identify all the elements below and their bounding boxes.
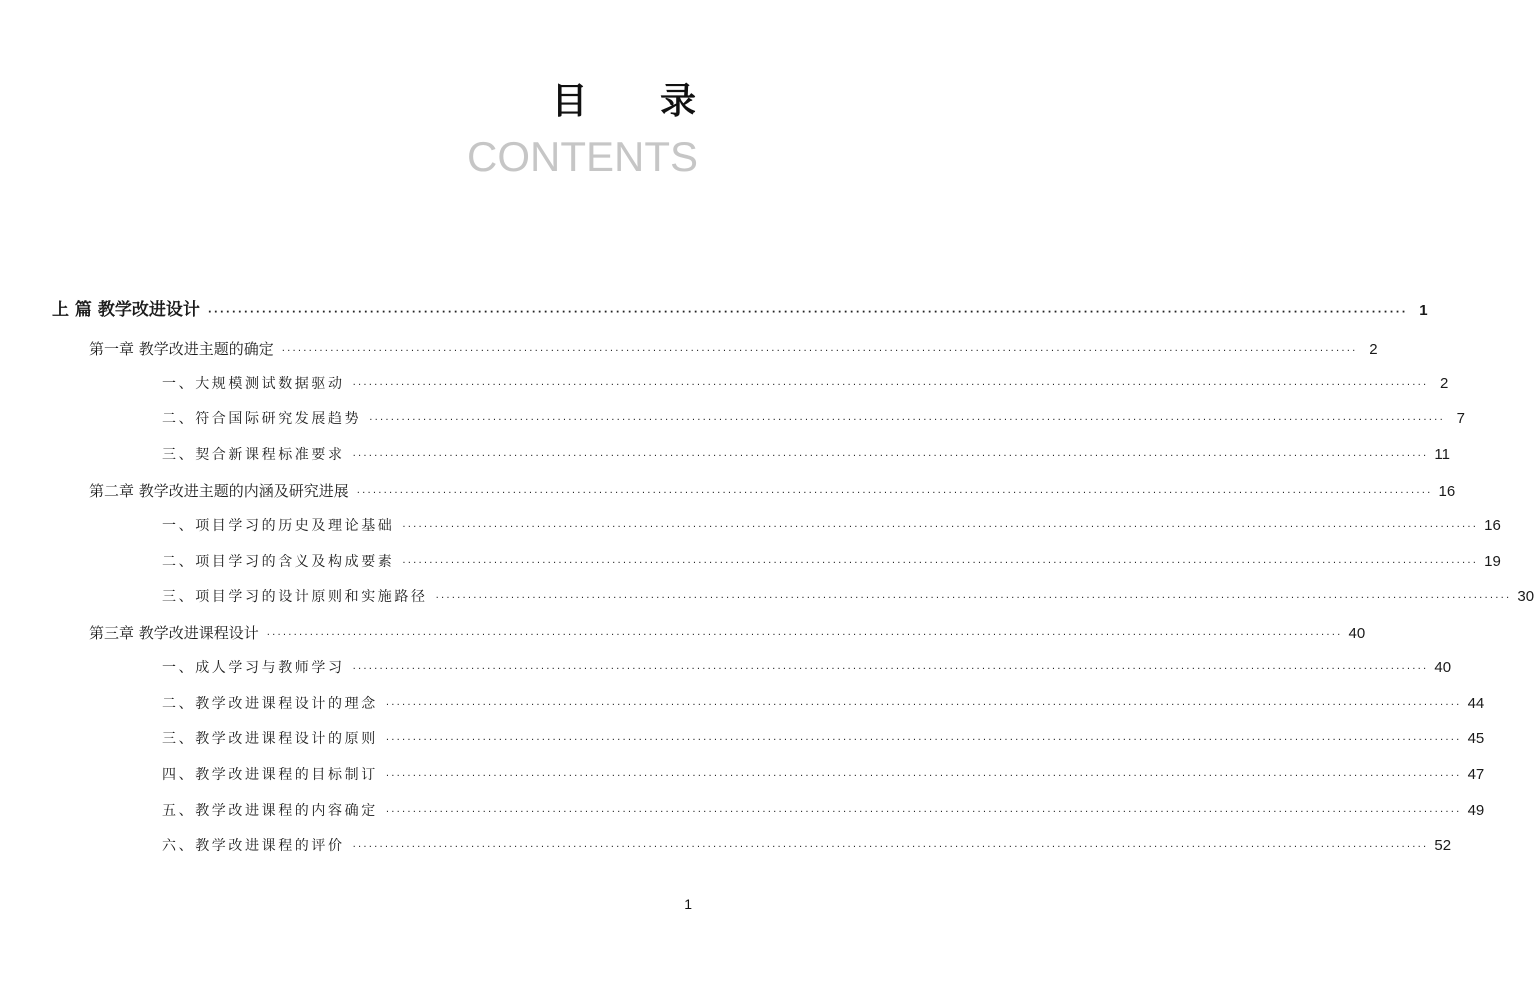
toc-section-label: 二、项目学习的含义及构成要素 [162,554,395,570]
toc-page-number: 52 [1434,837,1452,854]
toc-page-number: 19 [1484,553,1501,570]
leader-dots: ········································································································································································································ [281,346,1358,357]
toc-section-label: 二、符合国际研究发展趋势 [162,411,362,427]
toc-section[interactable] [162,798,1485,824]
leader-dots: ········································································································································································································ [369,415,1445,426]
toc-page-number: 1 [1419,302,1428,319]
leader-dots: ········································································································································································································ [435,593,1512,604]
toc-section-label: 三、项目学习的设计原则和实施路径 [162,589,428,605]
toc-section-label: 一、项目学习的历史及理论基础 [162,518,395,534]
toc-section[interactable] [162,549,1501,575]
leader-dots: ········································································································································································································ [385,771,1462,782]
leader-dots: ········································································································································································································ [352,842,1429,853]
toc-section[interactable] [162,691,1485,717]
toc-section[interactable] [162,762,1485,788]
footer-page-number: 1 [684,896,692,912]
toc-section[interactable] [162,371,1449,397]
leader-dots: ········································································································································································································ [385,807,1462,818]
toc-chapter-label: 第一章 教学改进主题的确定 [89,340,274,358]
toc-section[interactable] [162,833,1452,859]
toc-section-label: 一、大规模测试数据驱动 [162,376,345,392]
toc-page-number: 49 [1467,802,1485,819]
leader-dots: ········································································································································································································ [402,522,1479,533]
toc-page-number: 40 [1348,625,1366,642]
toc-chapter[interactable] [89,620,1366,646]
toc-chapter[interactable] [89,478,1456,504]
toc-section[interactable] [162,655,1452,681]
toc-part[interactable] [52,297,1428,323]
leader-dots: ········································································································································································································ [402,558,1479,569]
toc-part-label: 上 篇 教学改进设计 [52,300,200,320]
toc-chapter-label: 第二章 教学改进主题的内涵及研究进展 [89,482,349,500]
toc-section-label: 四、教学改进课程的目标制订 [162,767,378,783]
toc-page-number: 30 [1517,588,1534,605]
toc-page-number: 16 [1484,517,1501,534]
toc-section-label: 六、教学改进课程的评价 [162,838,345,854]
toc-section-label: 三、契合新课程标准要求 [162,447,345,463]
toc-page-number: 47 [1467,766,1485,783]
toc-page-number: 11 [1434,446,1450,463]
toc-section-label: 三、教学改进课程设计的原则 [162,731,378,747]
toc-section[interactable] [162,726,1485,752]
toc-page-number: 2 [1369,341,1378,358]
toc-section-label: 五、教学改进课程的内容确定 [162,803,378,819]
leader-dots: ········································································································································································································ [356,488,1433,499]
toc-chapter[interactable] [89,336,1378,362]
toc-section-label: 一、成人学习与教师学习 [162,660,345,676]
toc-section[interactable] [162,584,1534,610]
leader-dots: ········································································································································································································ [207,307,1408,318]
toc-section[interactable] [162,442,1450,468]
toc-section-label: 二、教学改进课程设计的理念 [162,696,378,712]
page-title: 目 录 [551,81,726,122]
toc-page-number: 40 [1434,659,1452,676]
leader-dots: ········································································································································································································ [385,700,1462,711]
toc-chapter-label: 第三章 教学改进课程设计 [89,624,259,642]
toc-page-number: 2 [1440,375,1449,392]
toc-page-number: 16 [1438,483,1456,500]
leader-dots: ········································································································································································································ [266,630,1343,641]
leader-dots: ········································································································································································································ [352,664,1429,675]
toc-section[interactable] [162,406,1465,432]
toc-page-number: 7 [1456,410,1465,427]
toc-section[interactable] [162,513,1501,539]
toc-page-number: 44 [1467,695,1485,712]
leader-dots: ········································································································································································································ [352,451,1429,462]
page-subtitle: CONTENTS [467,133,698,180]
toc-page-number: 45 [1467,730,1485,747]
leader-dots: ········································································································································································································ [385,735,1462,746]
leader-dots: ········································································································································································································ [352,380,1429,391]
